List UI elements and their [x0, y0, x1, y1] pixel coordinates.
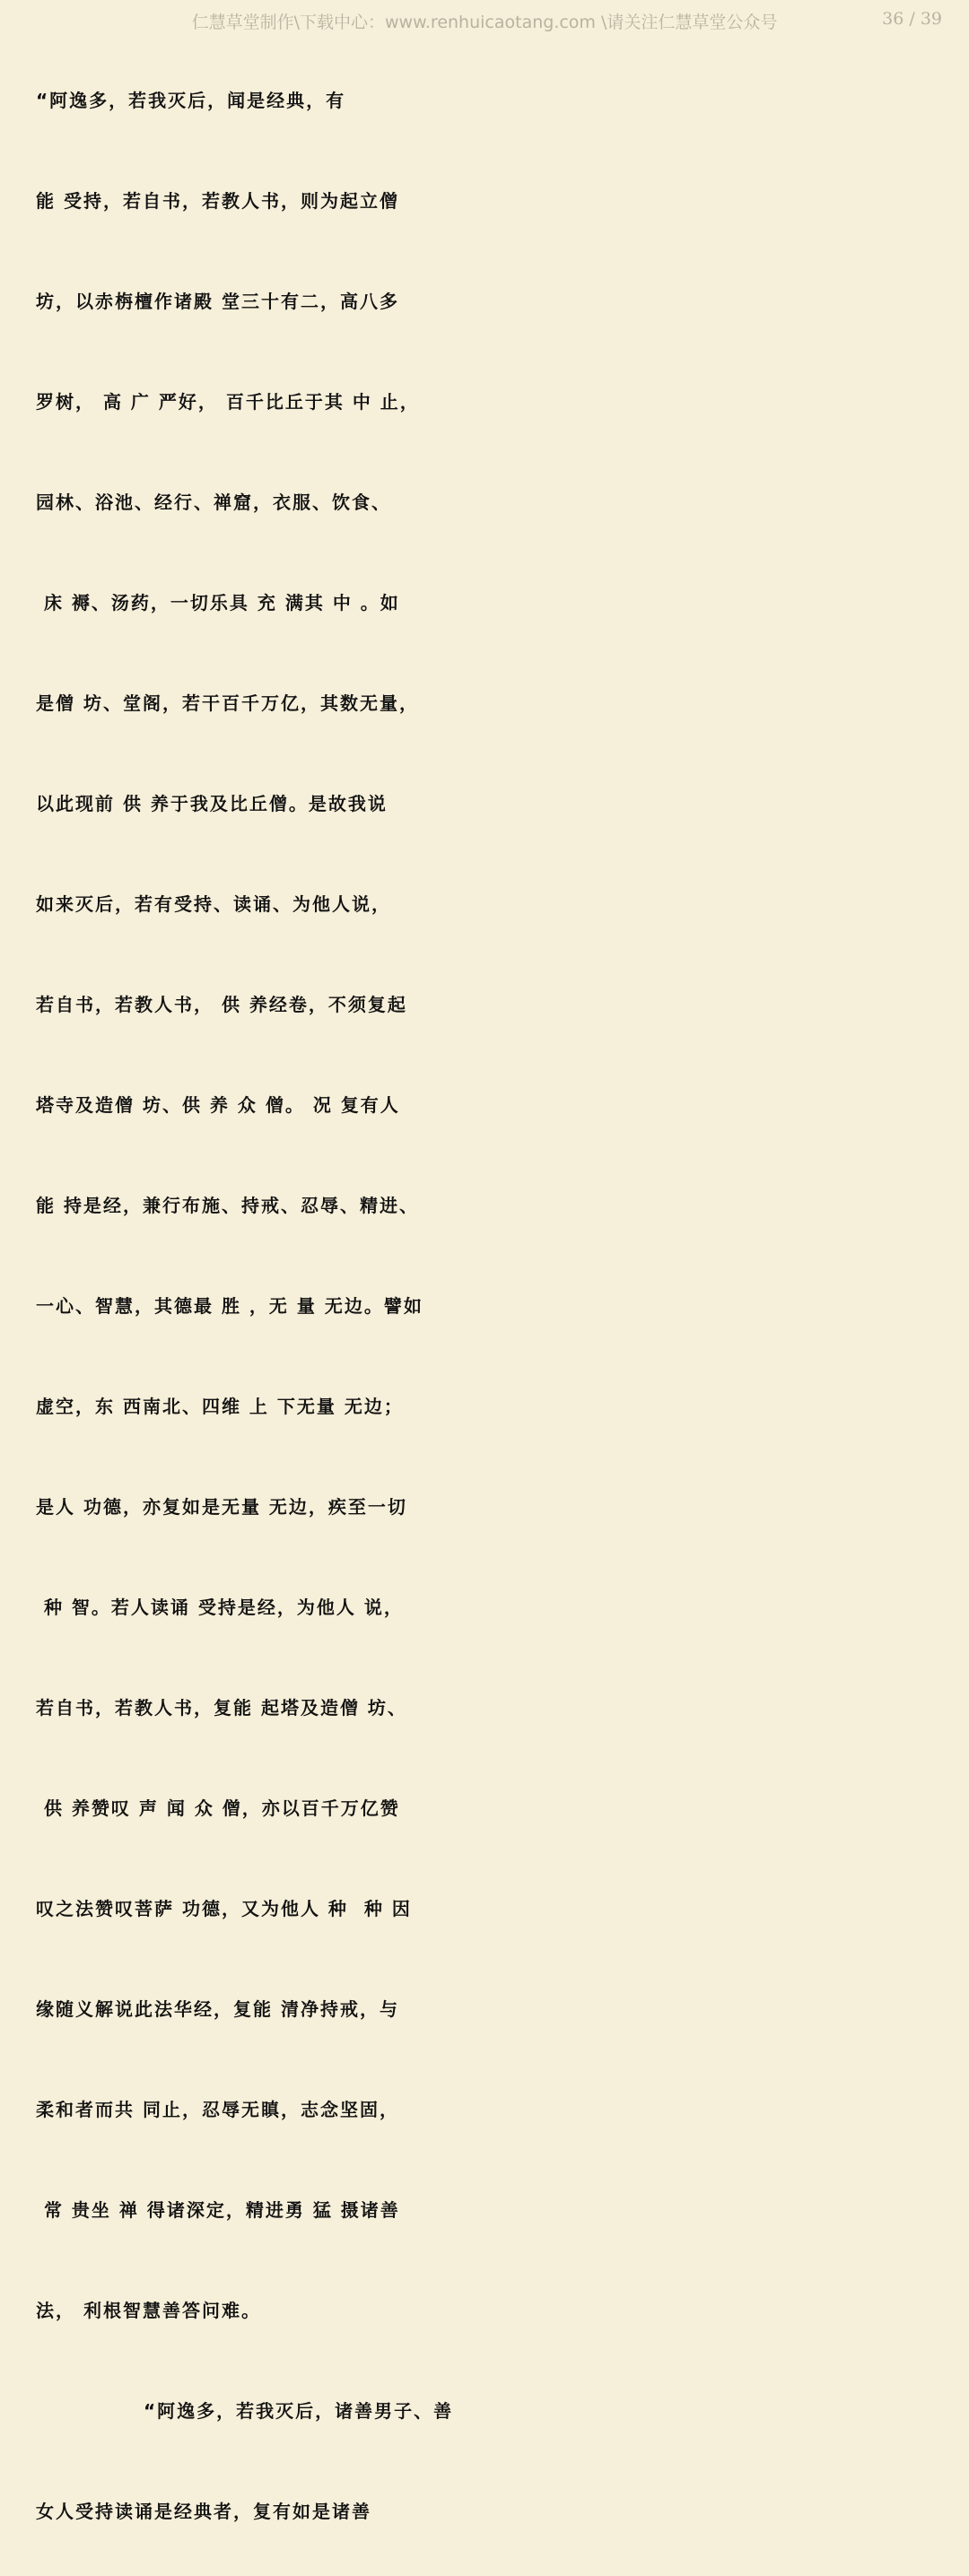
chinese-text: 床 褥、汤药，一切乐具 充 满其 中 。如 — [36, 592, 400, 614]
pinyin-annotation — [36, 1141, 951, 1173]
pinyin-annotation — [36, 1744, 951, 1776]
pinyin-annotation — [36, 136, 951, 169]
chinese-text: 坊，以赤栴檀作诸殿 堂三十有二，高八多 — [36, 291, 399, 312]
pinyin-annotation — [36, 1040, 951, 1073]
text-line — [36, 237, 951, 337]
pinyin-annotation — [36, 1241, 951, 1274]
chinese-text: 虚空，东 西南北、四维 上 下无量 无边； — [36, 1396, 404, 1417]
chinese-text: 是人 功德，亦复如是无量 无边，疾至一切 — [36, 1496, 407, 1518]
chinese-text: 能 持是经，兼行布施、持戒、忍辱、精进、 — [36, 1195, 419, 1216]
text-line — [36, 2246, 951, 2346]
text-line — [36, 840, 951, 940]
text-line — [36, 639, 951, 739]
scripture-text-body — [36, 36, 951, 2547]
text-line — [36, 1844, 951, 1945]
chinese-text: 是僧 坊、堂阁，若干百千万亿，其数无量， — [36, 692, 419, 714]
pinyin-annotation — [36, 1945, 951, 1977]
chinese-text: 柔和者而共 同止，忍辱无瞋，志念坚固， — [36, 2099, 399, 2120]
chinese-text: 种 智。若人读诵 受持是经，为他人 说， — [36, 1597, 404, 1618]
pinyin-annotation — [36, 2346, 951, 2379]
pinyin-annotation — [36, 840, 951, 872]
pinyin-annotation — [36, 36, 951, 68]
pinyin-annotation — [36, 237, 951, 269]
text-line — [36, 1442, 951, 1543]
chinese-text: 缘随义解说此法华经，复能 清净持戒，与 — [36, 1998, 399, 2020]
text-line — [36, 2045, 951, 2145]
text-line — [36, 438, 951, 538]
text-line — [36, 1040, 951, 1141]
pinyin-annotation — [36, 739, 951, 771]
page-header — [0, 0, 969, 39]
chinese-text: 法， 利根智慧善答问难。 — [36, 2300, 261, 2321]
text-line — [36, 1342, 951, 1442]
chinese-text: 园林、浴池、经行、禅窟，衣服、饮食、 — [36, 492, 391, 513]
text-line — [36, 337, 951, 438]
pinyin-annotation — [36, 1442, 951, 1475]
page-number: 36 / 39 — [882, 9, 942, 29]
chinese-text: “阿逸多，若我灭后，闻是经典，有 — [36, 90, 346, 111]
chinese-text: 供 养赞叹 声 闻 众 僧，亦以百千万亿赞 — [36, 1797, 400, 1819]
pinyin-annotation — [36, 337, 951, 370]
text-line — [36, 1744, 951, 1844]
text-line — [36, 739, 951, 840]
text-line — [36, 1945, 951, 2045]
chinese-text: 如来灭后，若有受持、读诵、为他人说， — [36, 893, 391, 915]
text-line — [36, 1141, 951, 1241]
text-line — [36, 2145, 951, 2246]
text-line — [36, 136, 951, 237]
text-line — [36, 1241, 951, 1342]
pinyin-annotation — [36, 2045, 951, 2077]
pinyin-annotation — [36, 1844, 951, 1876]
pinyin-annotation — [36, 438, 951, 470]
text-line — [36, 36, 951, 136]
pinyin-annotation — [36, 538, 951, 570]
chinese-text: 塔寺及造僧 坊、供 养 众 僧。 况 复有人 — [36, 1094, 400, 1116]
chinese-text: 常 贵坐 禅 得诸深定，精进勇 猛 摄诸善 — [36, 2199, 400, 2221]
pinyin-annotation — [36, 1543, 951, 1575]
pinyin-annotation — [36, 940, 951, 972]
pinyin-annotation — [36, 2246, 951, 2278]
chinese-text: 叹之法赞叹菩萨 功德，又为他人 种 种 因 — [36, 1898, 412, 1919]
text-line — [36, 538, 951, 639]
pinyin-annotation — [36, 1643, 951, 1675]
chinese-text: 以此现前 供 养于我及比丘僧。是故我说 — [36, 793, 388, 814]
text-line — [36, 1543, 951, 1643]
chinese-text: 能 受持，若自书，若教人书，则为起立僧 — [36, 190, 399, 212]
header-caption: 仁慧草堂制作\下载中心：www.renhuicaotang.com \请关注仁慧草堂公众号 — [191, 13, 778, 32]
chinese-text: 一心、智慧，其德最 胜 ，无 量 无边。譬如 — [36, 1295, 423, 1317]
pinyin-annotation — [36, 2447, 951, 2479]
text-line — [36, 940, 951, 1040]
chinese-text: 若自书，若教人书， 供 养经卷，不须复起 — [36, 994, 407, 1015]
text-line — [36, 1643, 951, 1744]
text-line — [36, 2346, 951, 2447]
pinyin-annotation — [36, 639, 951, 671]
pinyin-annotation — [36, 2145, 951, 2178]
chinese-text: 女人受持读诵是经典者，复有如是诸善 — [36, 2501, 371, 2522]
text-line — [36, 2447, 951, 2547]
chinese-text: 罗树， 高 广 严好， 百千比丘于其 中 止， — [36, 391, 420, 413]
pinyin-annotation — [36, 1342, 951, 1374]
chinese-text: “阿逸多，若我灭后，诸善男子、善 — [144, 2400, 454, 2422]
chinese-text: 若自书，若教人书，复能 起塔及造僧 坊、 — [36, 1697, 407, 1719]
